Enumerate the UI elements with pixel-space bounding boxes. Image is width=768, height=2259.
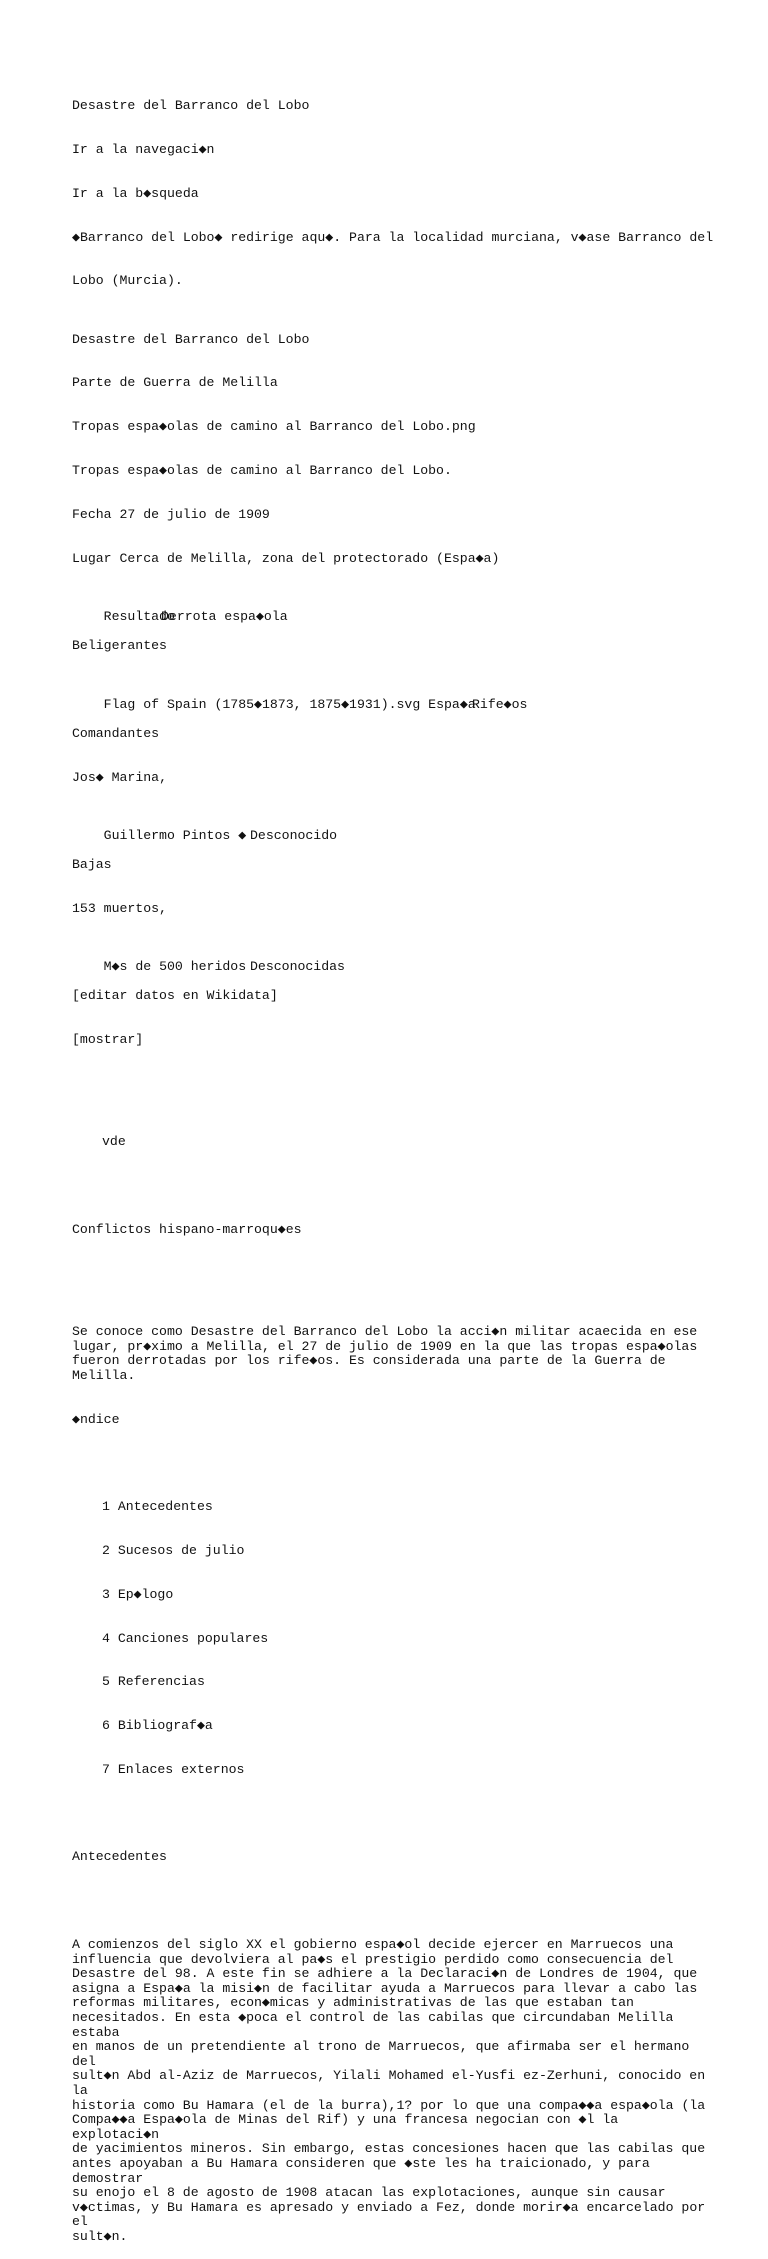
- infobox-date: Fecha 27 de julio de 1909: [72, 506, 270, 522]
- infobox-commander-1[interactable]: Jos◆ Marina,: [72, 769, 167, 785]
- redirect-note-line-2: Lobo (Murcia).: [72, 273, 183, 289]
- spacer: [72, 1092, 712, 1107]
- skip-to-search-link[interactable]: Ir a la b◆squeda: [72, 185, 199, 201]
- infobox-casualties-2: M◆s de 500 heridos: [103, 959, 247, 975]
- infobox-commander-other: Desconocido: [250, 827, 338, 843]
- infobox-casualties-1: 153 muertos,: [72, 900, 167, 916]
- infobox-result-label: Resultado: [103, 608, 175, 624]
- toc-label: ◆ndice: [72, 1411, 120, 1427]
- infobox-image-caption: Tropas espa◆olas de camino al Barranco del Lobo.: [72, 463, 452, 479]
- toc-item-sucesos[interactable]: 2 Sucesos de julio: [102, 1542, 245, 1558]
- infobox-result-row: [72, 595, 712, 624]
- infobox-title: Desastre del Barranco del Lobo: [72, 331, 310, 347]
- document-page: [72, 70, 712, 2259]
- infobox-commander-row: [72, 814, 712, 843]
- infobox-belligerents-label: Beligerantes: [72, 638, 167, 654]
- infobox-result-value: Derrota espa◆ola: [161, 608, 288, 624]
- spacer: [72, 1807, 712, 1822]
- navbox-title: Conflictos hispano-marroqu◆es: [72, 1221, 302, 1237]
- spacer: [72, 1456, 712, 1471]
- infobox-commander-2[interactable]: Guillermo Pintos ◆: [103, 827, 247, 843]
- navbox-vde-link[interactable]: vde: [102, 1134, 126, 1150]
- infobox-image-link[interactable]: Tropas espa◆olas de camino al Barranco del Lobo.png: [72, 419, 476, 435]
- infobox-commanders-label: Comandantes: [72, 725, 160, 741]
- redirect-note-line-1: ◆Barranco del Lobo◆ redirige aqu◆. Para la localidad murciana, v◆ase Barranco del: [72, 229, 714, 245]
- spacer: [72, 1179, 712, 1194]
- infobox-casualties-label: Bajas: [72, 857, 112, 873]
- show-toggle-link[interactable]: [mostrar]: [72, 1032, 144, 1048]
- infobox-part-of: Parte de Guerra de Melilla: [72, 375, 278, 391]
- infobox-casualties-other: Desconocidas: [250, 959, 345, 975]
- edit-wikidata-link[interactable]: [editar datos en Wikidata]: [72, 988, 278, 1004]
- intro-paragraph: Se conoce como Desastre del Barranco del Lobo la acci◆n militar acaecida en ese lugar, pr◆ximo a Melilla, el 27 de julio de 1909 en la que las tropas espa◆olas fueron derrotadas por los rife◆os. Es considerada una parte de la Guerra de Melilla.: [72, 1324, 698, 1383]
- infobox-casualties-row: [72, 946, 712, 975]
- infobox-place: Lugar Cerca de Melilla, zona del protectorado (Espa◆a): [72, 550, 500, 566]
- skip-to-navigation-link[interactable]: Ir a la navegaci◆n: [72, 141, 215, 157]
- toc-item-epilogo[interactable]: 3 Ep◆logo: [102, 1586, 174, 1602]
- section-body-antecedentes: A comienzos del siglo XX el gobierno espa◆ol decide ejercer en Marruecos una influencia que devolviera al pa◆s el prestigio perdido como consecuencia del Desastre del 98. A este fin se adhiere a la Declaraci◆n de Londres de 1904, que asigna a Espa◆a la misi◆n de facilitar ayuda a Marruecos para llevar a cabo las reformas militares, econ◆micas y administrativas de las que estaban tan necesitados. En esta ◆poca el control de las cabilas que circundaban Melilla estaba en manos de un pretendiente al trono de Marruecos, que afirmaba ser el hermano del sult◆n Abd al-Aziz de Marruecos, Yilali Mohamed el-Yusfi ez-Zerhuni, conocido en la historia como Bu Hamara (el de la burra),1? por lo que una compa◆◆a espa◆ola (la Compa◆◆a Espa◆ola de Minas del Rif) y una francesa negocian con ◆l la explotaci◆n de yacimientos mineros. Sin embargo, estas concesiones hacen que las cabilas que antes apoyaban a Bu Hamara consideren que ◆ste les ha traicionado, y para demostrar su enojo el 8 de agosto de 1908 atacan las explotaciones, aunque sin causar v◆ctimas, y Bu Hamara es apresado y enviado a Fez, donde morir◆a encarcelado por el sult◆n.: [72, 1937, 706, 2244]
- toc-item-referencias[interactable]: 5 Referencias: [102, 1674, 205, 1690]
- toc-item-enlaces[interactable]: 7 Enlaces externos: [102, 1761, 245, 1777]
- toc-item-canciones[interactable]: 4 Canciones populares: [102, 1630, 269, 1646]
- toc-item-antecedentes[interactable]: 1 Antecedentes: [102, 1499, 213, 1515]
- infobox-belligerent-spain[interactable]: Flag of Spain (1785◆1873, 1875◆1931).svg Espa◆a: [103, 696, 476, 712]
- toc-item-bibliografia[interactable]: 6 Bibliograf◆a: [102, 1718, 213, 1734]
- infobox-belligerents-row: [72, 683, 712, 712]
- infobox-belligerent-rif[interactable]: Rife◆os: [472, 696, 528, 712]
- spacer: [72, 1894, 712, 1909]
- section-heading-antecedentes: Antecedentes: [72, 1849, 167, 1865]
- page-title: Desastre del Barranco del Lobo: [72, 98, 310, 114]
- spacer: [72, 1267, 712, 1282]
